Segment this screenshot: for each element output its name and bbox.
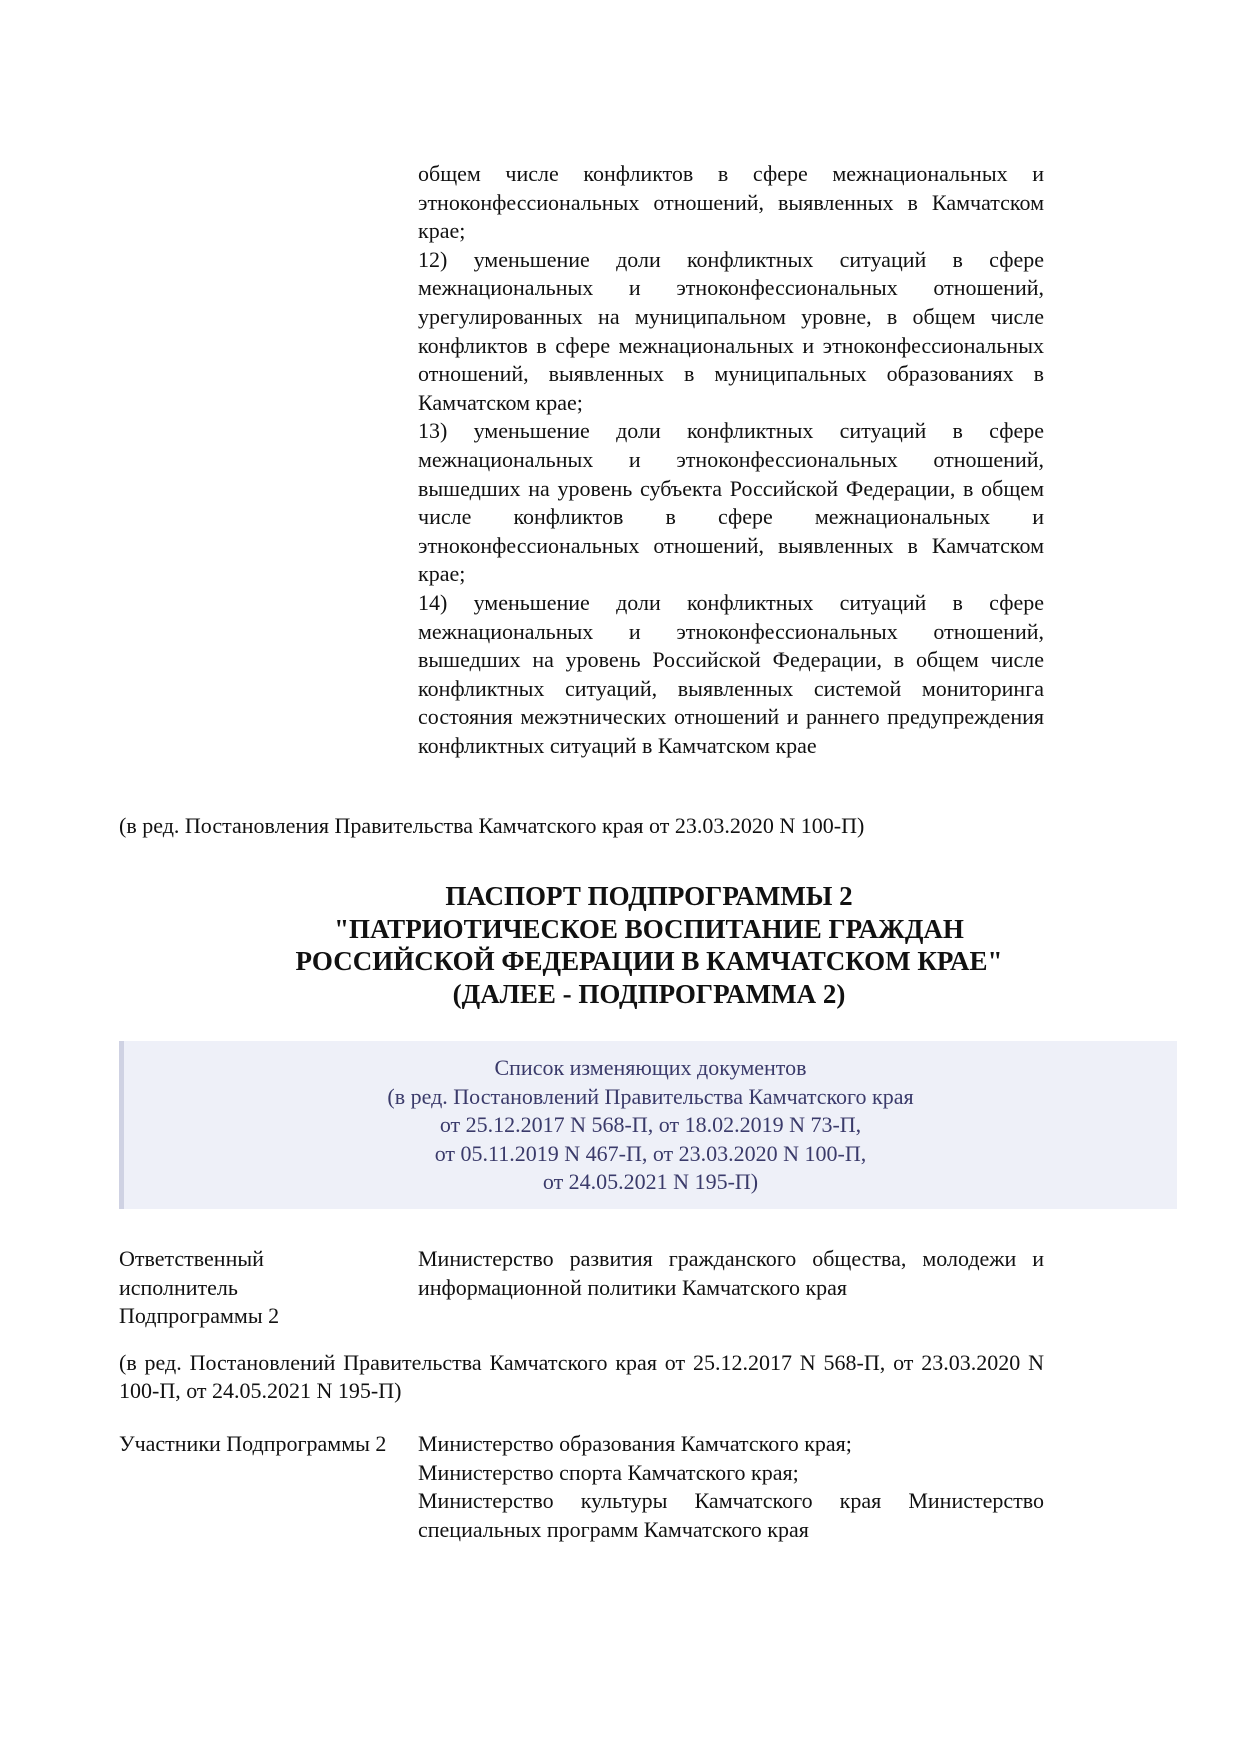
- title-line: РОССИЙСКОЙ ФЕДЕРАЦИИ В КАМЧАТСКОМ КРАЕ": [295, 946, 1003, 976]
- participants-value: [418, 1430, 1044, 1544]
- amendment-note: (в ред. Постановления Правительства Камчатского края от 23.03.2020 N 100-П): [119, 813, 865, 838]
- title-line: "ПАТРИОТИЧЕСКОЕ ВОСПИТАНИЕ ГРАЖДАН: [334, 913, 964, 944]
- responsible-executor-label: Ответственный исполнитель Подпрограммы 2: [119, 1246, 280, 1329]
- amending-documents-line: от 24.05.2021 N 195-П): [542, 1169, 759, 1195]
- participant-item: Министерство спорта Камчатского края;: [418, 1459, 799, 1485]
- title-line: (ДАЛЕЕ - ПОДПРОГРАММА 2): [452, 978, 846, 1009]
- participant-item: Министерство образования Камчатского края;: [418, 1431, 852, 1456]
- section-title: [119, 880, 1179, 1010]
- amending-documents-line: от 05.11.2019 N 467-П, от 23.03.2020 N 100-П,: [434, 1140, 867, 1166]
- targets-continuation: [418, 160, 1044, 760]
- target-item-12: 12) уменьшение доли конфликтных ситуаций в сфере межнациональных и этноконфессиональных отношений, урегулированных на муниципальном уровне, в общем числе конфликтов в сфере межнациональных и этноконфессиональных отношений, выявленных в муниципальных образованиях в Камчатском крае;: [418, 246, 1044, 415]
- responsible-executor-value: Министерство развития гражданского общества, молодежи и информационной политики Камчатского края: [418, 1246, 1044, 1300]
- amendment-note: (в ред. Постановлений Правительства Камчатского края от 25.12.2017 N 568-П, от 23.03.2020 N 100-П, от 24.05.2021 N 195-П): [119, 1350, 1044, 1403]
- title-line: ПАСПОРТ ПОДПРОГРАММЫ 2: [445, 881, 853, 911]
- target-item: общем числе конфликтов в сфере межнациональных и этноконфессиональных отношений, выявленных в Камчатском крае;: [418, 161, 1044, 244]
- target-item-13: 13) уменьшение доли конфликтных ситуаций в сфере межнациональных и этноконфессиональных отношений, вышедших на уровень субъекта Российской Федерации, в общем числе конфликтов в сфере межнациональных и этноконфессиональных отношений, выявленных в Камчатском крае;: [418, 418, 1044, 587]
- amending-documents-line: от 25.12.2017 N 568-П, от 18.02.2019 N 73-П,: [439, 1112, 862, 1138]
- amending-documents-heading: Список изменяющих документов: [494, 1055, 807, 1080]
- amending-documents-box: [119, 1041, 1177, 1209]
- amending-documents-line: (в ред. Постановлений Правительства Камчатского края: [387, 1083, 914, 1109]
- target-item-14: 14) уменьшение доли конфликтных ситуаций в сфере межнациональных и этноконфессиональных отношений, вышедших на уровень Российской Федерации, в общем числе конфликтных ситуаций, выявленных системой мониторинга состояния межэтнических отношений и раннего предупреждения конфликтных ситуаций в Камчатском крае: [418, 589, 1044, 758]
- participant-item: Министерство культуры Камчатского края Министерство специальных программ Камчатского края: [418, 1488, 1044, 1542]
- participants-label: Участники Подпрограммы 2: [119, 1431, 387, 1456]
